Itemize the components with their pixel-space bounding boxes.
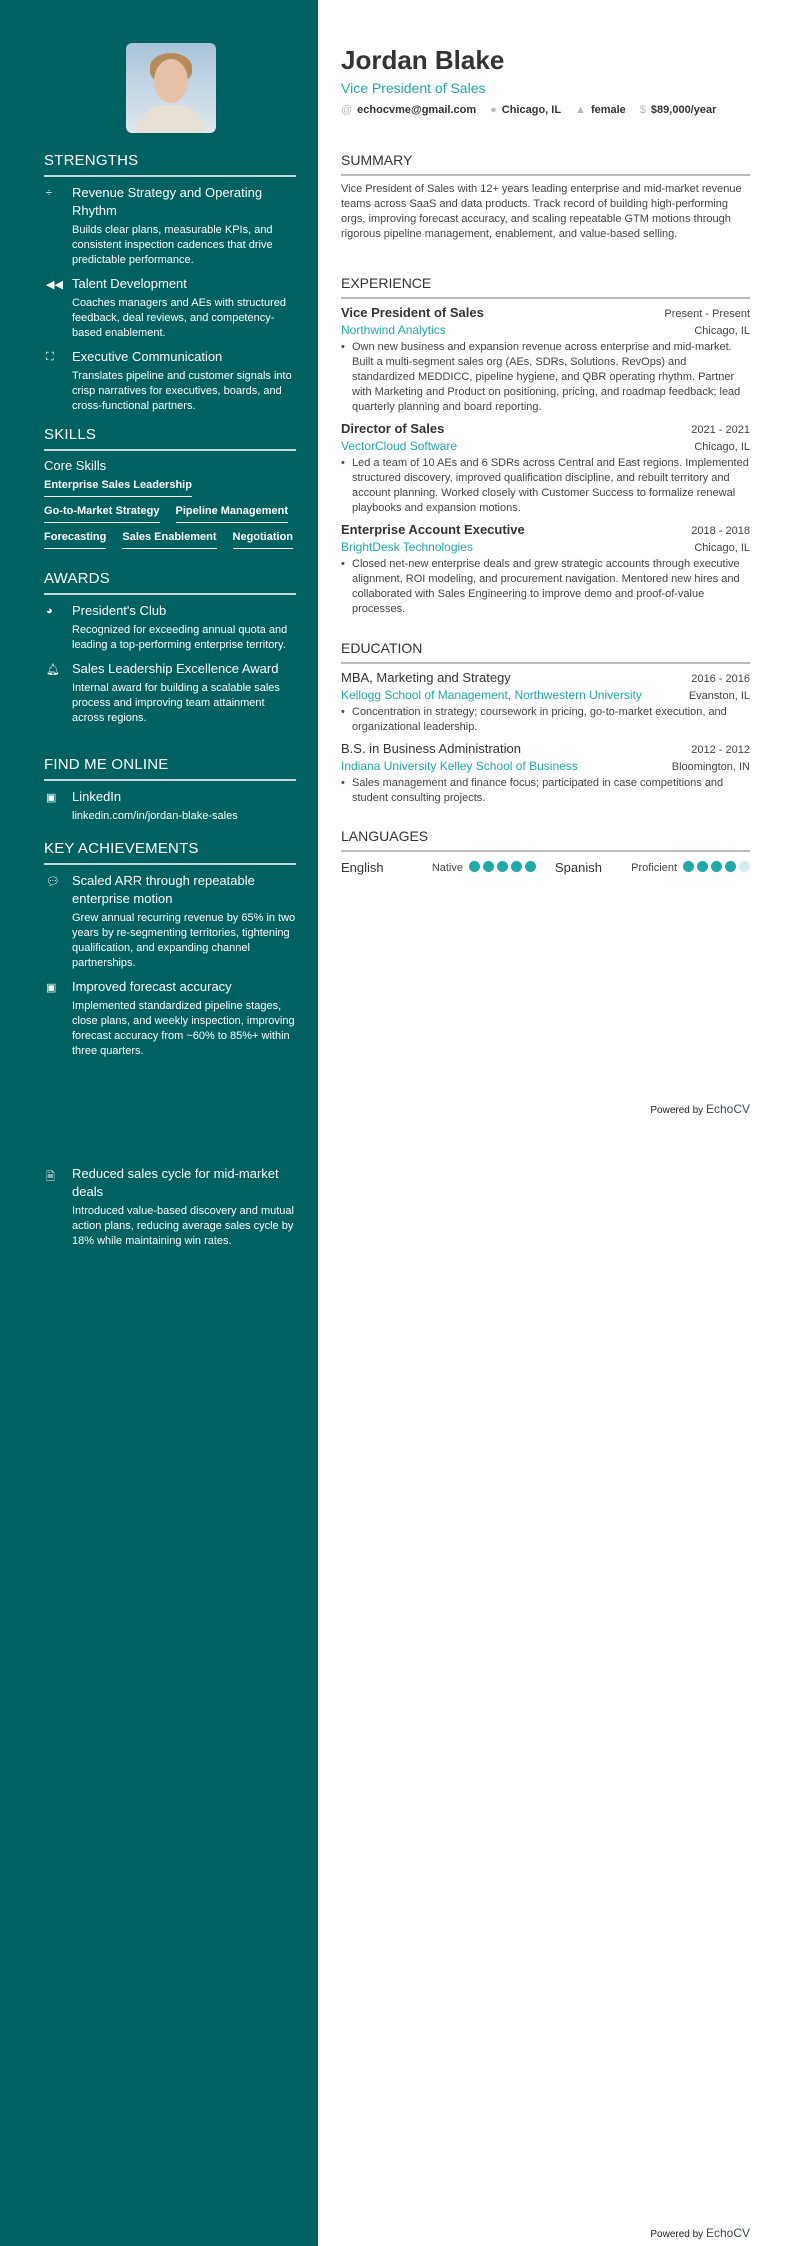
job-bullet: Led a team of 10 AEs and 6 SDRs across Central and East regions. Implemented structured discovery, improved qualification discipline, and rebuilt territory and account planning. Worked closely with Customer Success to formalize renewal playbooks and expansion motions. xyxy=(352,457,749,514)
section-heading: STRENGTHS xyxy=(44,152,296,177)
job-location: Chicago, IL xyxy=(694,441,750,453)
summary-section xyxy=(341,152,750,242)
item-desc: Builds clear plans, measurable KPIs, and consistent inspection cadences that drive predictable performance. xyxy=(72,224,273,266)
item-desc: Translates pipeline and customer signals into crisp narratives for executives, boards, and cross-functional partners. xyxy=(72,370,292,412)
company: BrightDesk Technologies xyxy=(341,540,473,554)
company: VectorCloud Software xyxy=(341,439,458,453)
job-location: Chicago, IL xyxy=(694,542,750,554)
edu-dates: 2016 - 2016 xyxy=(691,673,750,685)
pie-chart-icon: ◕ xyxy=(46,605,53,617)
rating-dot xyxy=(683,861,694,872)
degree: B.S. in Business Administration xyxy=(341,741,521,756)
language-name: Spanish xyxy=(555,859,602,875)
rating-dots xyxy=(469,861,536,872)
job-bullet: Closed net-new enterprise deals and grew strategic accounts through executive alignment, ROI modeling, and procurement navigation. Mentored new hires and collaborated with Sales Engineering to improve demo and proof-of-value processes. xyxy=(352,558,740,615)
experience-item: Enterprise Account Executive 2018 - 2018 BrightDesk Technologies Chicago, IL • Closed net-new enterprise deals and grew strategic accounts through executive alignment, ROI modeling, and procurement navigation. Mentored new hires and collaborated with Sales Engineering to improve demo and proof-of-value processes. xyxy=(341,522,750,615)
strengths-section xyxy=(44,152,296,421)
edu-dates: 2012 - 2012 xyxy=(691,744,750,756)
education-item: B.S. in Business Administration 2012 - 2012 Indiana University Kelley School of Business Bloomington, IN • Sales management and finance focus; participated in case competitions and student consulting projects. xyxy=(341,741,750,804)
section-heading: EXPERIENCE xyxy=(341,275,750,299)
award-item xyxy=(44,602,296,653)
item-desc: Introduced value-based discovery and mutual action plans, reducing average sales cycle by 18% while maintaining win rates. xyxy=(72,1205,294,1247)
rating-dots xyxy=(683,861,750,872)
job-dates: 2021 - 2021 xyxy=(691,424,750,436)
item-title: Talent Development xyxy=(72,276,187,291)
online-section xyxy=(44,756,296,831)
profile-photo xyxy=(126,43,216,133)
rating-dot xyxy=(525,861,536,872)
rating-dot xyxy=(511,861,522,872)
section-heading: SKILLS xyxy=(44,426,296,451)
language-level: Proficient xyxy=(631,862,677,874)
awards-section xyxy=(44,570,296,733)
footer-branding xyxy=(650,1102,750,1116)
section-heading: SUMMARY xyxy=(341,152,750,176)
skill-chip: Enterprise Sales Leadership xyxy=(44,479,192,497)
location: Chicago, IL xyxy=(501,104,562,116)
achievement-item xyxy=(44,1165,296,1249)
footer-prefix: Powered by xyxy=(650,2229,704,2240)
job-title: Enterprise Account Executive xyxy=(341,522,525,537)
job-title: Director of Sales xyxy=(341,421,445,436)
footer-branding xyxy=(650,2226,750,2240)
item-desc: Recognized for exceeding annual quota and leading a top-performing enterprise territory. xyxy=(72,624,288,651)
rating-dot xyxy=(711,861,722,872)
item-title: LinkedIn xyxy=(72,789,122,804)
education-item: MBA, Marketing and Strategy 2016 - 2016 Kellogg School of Management, Northwestern University Evanston, IL • Concentration in strategy; coursework in pricing, go-to-market execution, and organizational leadership. xyxy=(341,670,750,733)
candidate-name: Jordan Blake xyxy=(341,45,505,75)
at-icon: @ xyxy=(341,104,353,116)
chip-icon: ▣ xyxy=(46,982,57,994)
strength-item xyxy=(44,275,296,341)
award-item xyxy=(44,660,296,726)
focus-icon: ⛶ xyxy=(46,351,54,363)
document-icon: 🗎 xyxy=(46,1171,55,1183)
section-heading: EDUCATION xyxy=(341,640,750,664)
skill-chip: Go-to-Market Strategy xyxy=(44,505,160,523)
experience-item: Director of Sales 2021 - 2021 VectorCloud Software Chicago, IL • Led a team of 10 AEs and 6 SDRs across Central and East regions. Implemented structured discovery, improved qualification discipline, and rebuilt territory and account planning. Worked closely with Customer Success to formalize renewal playbooks and expansion motions. xyxy=(341,421,750,514)
section-heading: KEY ACHIEVEMENTS xyxy=(44,840,296,865)
item-desc: Coaches managers and AEs with structured feedback, deal reviews, and competency-based enablement. xyxy=(72,297,287,339)
gender: female xyxy=(590,104,626,116)
rewind-icon: ◀◀ xyxy=(46,279,63,291)
item-title: Executive Communication xyxy=(72,349,223,364)
item-title: Improved forecast accuracy xyxy=(72,979,232,994)
online-item[interactable] xyxy=(44,788,296,824)
company: Northwind Analytics xyxy=(341,323,446,337)
experience-section xyxy=(341,275,750,623)
item-desc: Implemented standardized pipeline stages, close plans, and weekly inspection, improving forecast accuracy from ~60% to 85%+ within three quarters. xyxy=(72,1000,295,1057)
achievement-item xyxy=(44,872,296,971)
linkedin-link[interactable]: linkedin.com/in/jordan-blake-sales xyxy=(72,810,238,822)
header xyxy=(341,45,750,116)
briefcase-icon: ▣ xyxy=(46,792,57,804)
language-item xyxy=(341,858,536,876)
language-name: English xyxy=(341,859,384,875)
skill-chip: Pipeline Management xyxy=(176,505,288,523)
person-icon: ▲ xyxy=(575,104,586,116)
item-title: Scaled ARR through repeatable enterprise motion xyxy=(72,873,255,906)
dollar-icon: $ xyxy=(639,104,646,116)
skills-section xyxy=(44,426,296,549)
item-title: Revenue Strategy and Operating Rhythm xyxy=(72,185,263,218)
summary-text: Vice President of Sales with 12+ years leading enterprise and mid-market revenue teams across SaaS and data products. Track record of building high-performing orgs, improving forecast accuracy, and scaling repeatable GTM motions through rigorous pipeline management, enablement, and value-based selling. xyxy=(341,183,742,240)
footer-prefix: Powered by xyxy=(650,1105,704,1116)
languages-section xyxy=(341,828,750,876)
job-dates: 2018 - 2018 xyxy=(691,525,750,537)
candidate-title: Vice President of Sales xyxy=(341,80,486,96)
skill-group-title: Core Skills xyxy=(44,458,107,473)
skill-chip: Sales Enablement xyxy=(122,531,216,549)
section-heading: FIND ME ONLINE xyxy=(44,756,296,781)
rating-dot xyxy=(483,861,494,872)
email[interactable]: echocvme@gmail.com xyxy=(357,104,477,116)
divide-icon: ÷ xyxy=(46,187,53,199)
strength-item xyxy=(44,184,296,268)
rating-dot xyxy=(497,861,508,872)
job-dates: Present - Present xyxy=(664,308,750,320)
sidebar xyxy=(0,0,318,2246)
rating-dot xyxy=(739,861,750,872)
edu-bullet: Concentration in strategy; coursework in pricing, go-to-market execution, and organizational leadership. xyxy=(352,706,727,733)
contact-row xyxy=(341,104,750,116)
section-heading: AWARDS xyxy=(44,570,296,595)
skill-chip: Negotiation xyxy=(233,531,294,549)
language-level: Native xyxy=(431,862,463,874)
item-title: Sales Leadership Excellence Award xyxy=(72,661,279,676)
edu-bullet: Sales management and finance focus; participated in case competitions and student consulting projects. xyxy=(352,777,724,804)
item-title: President's Club xyxy=(72,603,167,618)
footer-brand: EchoCV xyxy=(705,2226,750,2240)
section-heading: LANGUAGES xyxy=(341,828,750,852)
job-title: Vice President of Sales xyxy=(341,305,484,320)
edu-location: Bloomington, IN xyxy=(671,761,750,773)
rating-dot xyxy=(725,861,736,872)
footer-brand: EchoCV xyxy=(705,1102,750,1116)
job-location: Chicago, IL xyxy=(694,325,750,337)
experience-item: Vice President of Sales Present - Present Northwind Analytics Chicago, IL • Own new business and expansion revenue across enterprise and mid-market. Built a multi-segment sales org (AEs, SDRs, Solutions, RevOps) and standardized MEDDICC, pipeline hygiene, and QBR operating rhythm. Partner with Marketing and Product on positioning, pricing, and roadmap feedback; lead quarterly planning and board reporting. xyxy=(341,305,750,413)
item-title: Reduced sales cycle for mid-market deals xyxy=(72,1166,279,1199)
school: Kellogg School of Management, Northwestern University xyxy=(341,688,642,702)
edu-location: Evanston, IL xyxy=(688,690,750,702)
school: Indiana University Kelley School of Business xyxy=(341,759,578,773)
education-section xyxy=(341,640,750,812)
chat-icon: 💬︎ xyxy=(46,876,60,888)
bell-icon: 🔔︎ xyxy=(46,664,60,676)
language-item xyxy=(555,858,750,876)
rating-dot xyxy=(697,861,708,872)
job-bullet: Own new business and expansion revenue across enterprise and mid-market. Built a multi-segment sales org (AEs, SDRs, Solutions, RevOps) and standardized MEDDICC, pipeline hygiene, and QBR operating rhythm. Partner with Marketing and Product on positioning, pricing, and roadmap feedback; lead quarterly planning and board reporting. xyxy=(352,341,741,413)
achievements-section-continued xyxy=(44,1165,296,1256)
achievements-section xyxy=(44,840,296,1066)
achievement-item xyxy=(44,978,296,1059)
rating-dot xyxy=(469,861,480,872)
skill-chip: Forecasting xyxy=(44,531,106,549)
item-desc: Grew annual recurring revenue by 65% in two years by re-segmenting territories, tightening qualification, and expanding channel partnerships. xyxy=(72,912,296,969)
salary: $89,000/year xyxy=(650,104,717,116)
location-pin-icon: ● xyxy=(490,104,497,116)
item-desc: Internal award for building a scalable sales process and improving team attainment across regions. xyxy=(72,682,280,724)
strength-item xyxy=(44,348,296,414)
degree: MBA, Marketing and Strategy xyxy=(341,670,511,685)
